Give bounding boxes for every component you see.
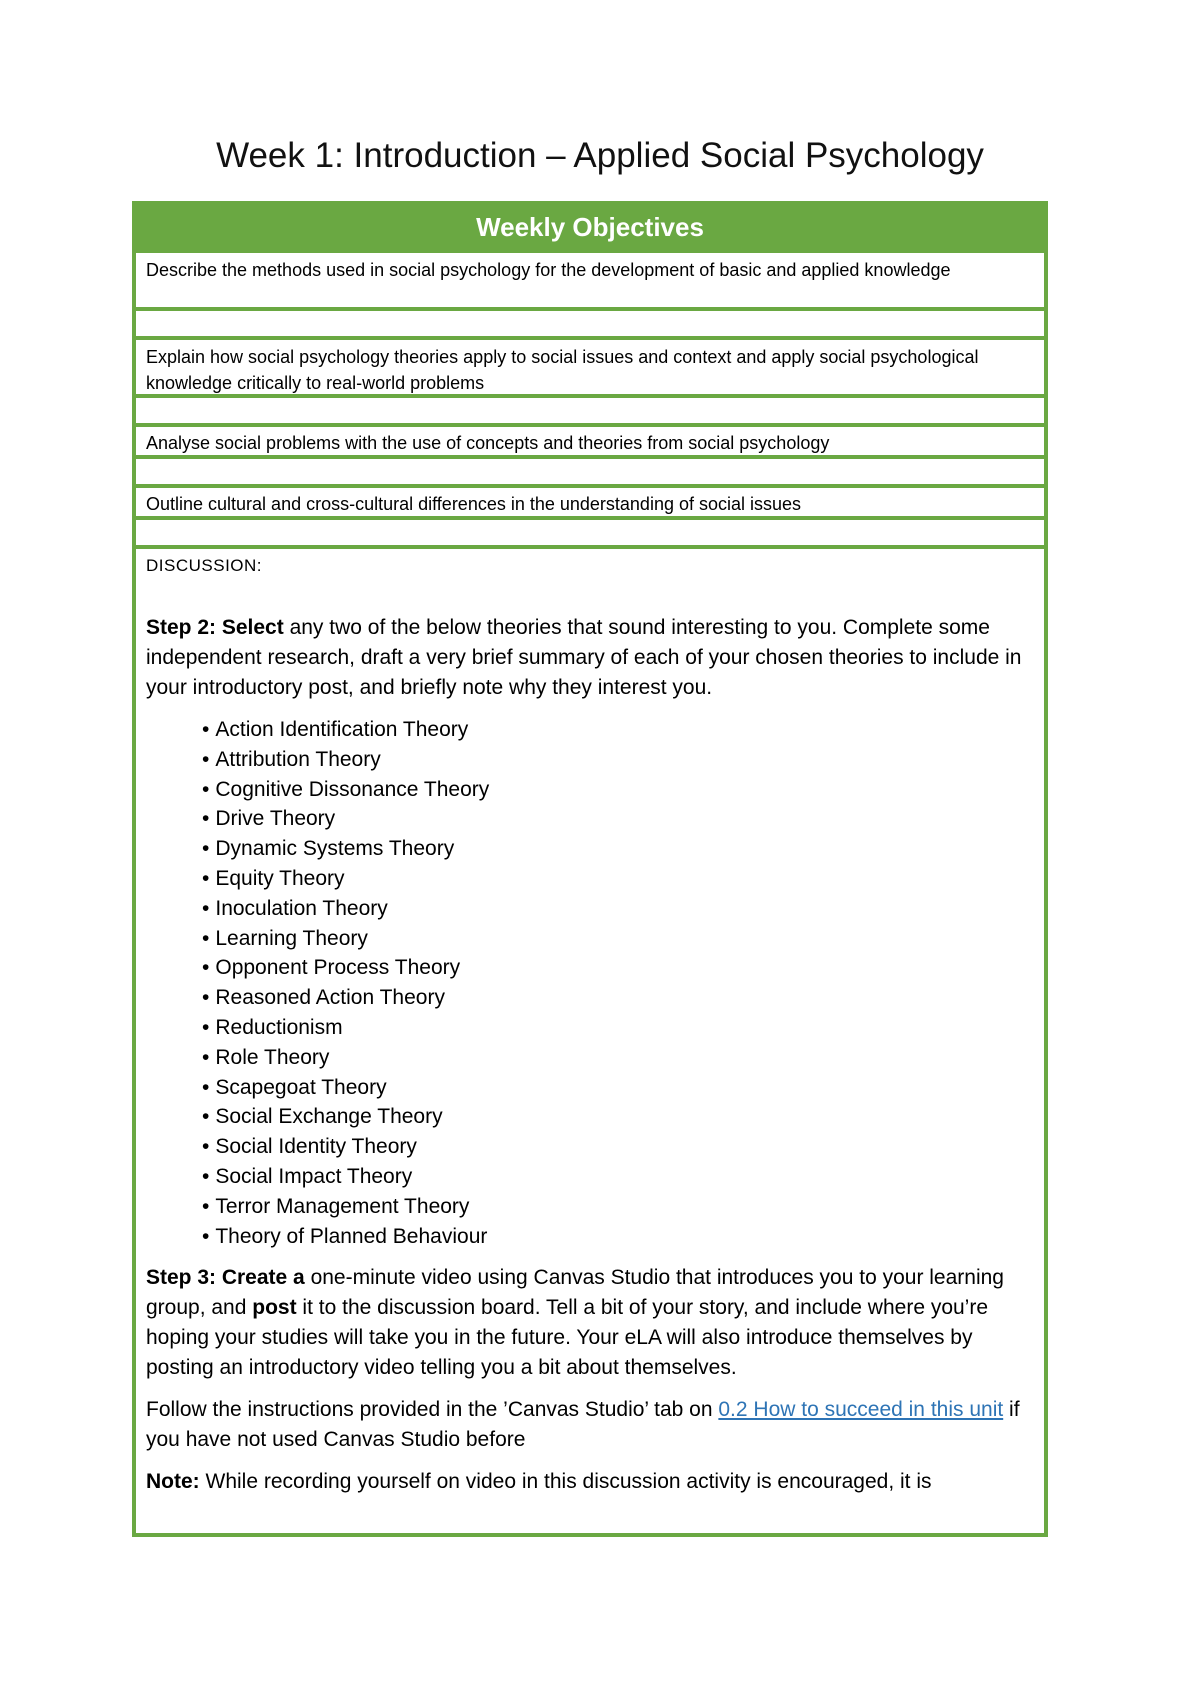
list-item: • Scapegoat Theory [202, 1073, 1034, 1103]
empty-row [136, 307, 1044, 336]
step-3-lead: Step 3: Create a [146, 1266, 305, 1290]
list-item: • Dynamic Systems Theory [202, 834, 1034, 864]
list-item: • Reductionism [202, 1013, 1034, 1043]
empty-row [136, 455, 1044, 484]
objectives-header: Weekly Objectives [136, 205, 1044, 249]
empty-row [136, 394, 1044, 423]
note-paragraph [146, 1467, 1034, 1497]
follow-text-after: if you have not used Canvas Studio before [146, 1398, 1020, 1452]
list-item: • Action Identification Theory [202, 715, 1034, 745]
note-text: While recording yourself on video in this discussion activity is encouraged, it is [199, 1470, 932, 1494]
list-item: • Cognitive Dissonance Theory [202, 775, 1034, 805]
follow-paragraph [146, 1395, 1034, 1455]
list-item: • Social Impact Theory [202, 1162, 1034, 1192]
list-item: • Drive Theory [202, 804, 1034, 834]
list-item: • Opponent Process Theory [202, 953, 1034, 983]
how-to-succeed-link[interactable]: 0.2 How to succeed in this unit [718, 1398, 1004, 1422]
list-item: • Equity Theory [202, 864, 1034, 894]
list-item: • Terror Management Theory [202, 1192, 1034, 1222]
theory-list [146, 715, 1034, 1251]
objective-2: Explain how social psychology theories apply to social issues and context and apply social psychological knowledge critically to real-world problems [136, 336, 1044, 394]
objective-3: Analyse social problems with the use of concepts and theories from social psychology [136, 423, 1044, 455]
step-3-paragraph [146, 1263, 1034, 1383]
list-item: • Role Theory [202, 1043, 1034, 1073]
objective-4: Outline cultural and cross-cultural differences in the understanding of social issues [136, 484, 1044, 516]
step-3-post: post [252, 1296, 297, 1320]
list-item: • Theory of Planned Behaviour [202, 1222, 1034, 1252]
empty-row [136, 516, 1044, 545]
step-3-text: one-minute video using Canvas Studio that introduces you to your learning group, and [146, 1266, 1004, 1320]
list-item: • Reasoned Action Theory [202, 983, 1034, 1013]
follow-text: Follow the instructions provided in the ’Canvas Studio’ tab on [146, 1398, 719, 1422]
objective-1: Describe the methods used in social psychology for the development of basic and applied knowledge [136, 249, 1044, 307]
step-2-paragraph [146, 613, 1034, 703]
objectives-table [132, 201, 1048, 1537]
discussion-section [136, 545, 1044, 1497]
step-3-text-2: it to the discussion board. Tell a bit of your story, and include where you’re hoping your studies will take you in the future. Your eLA will also introduce themselves by posting an introductory video telling you a bit about themselves. [146, 1296, 989, 1380]
list-item: • Inoculation Theory [202, 894, 1034, 924]
list-item: • Attribution Theory [202, 745, 1034, 775]
list-item: • Social Identity Theory [202, 1132, 1034, 1162]
list-item: • Learning Theory [202, 924, 1034, 954]
page-title: Week 1: Introduction – Applied Social Psychology [216, 136, 984, 175]
list-item: • Social Exchange Theory [202, 1102, 1034, 1132]
step-2-lead: Step 2: Select [146, 616, 284, 639]
note-lead: Note: [146, 1470, 200, 1494]
discussion-label: DISCUSSION: [146, 556, 263, 575]
step-2-text: any two of the below theories that sound interesting to you. Complete some independent research, draft a very brief summary of each of your chosen theories to include in your introductory post, and briefly note why they interest you. [146, 616, 1022, 699]
